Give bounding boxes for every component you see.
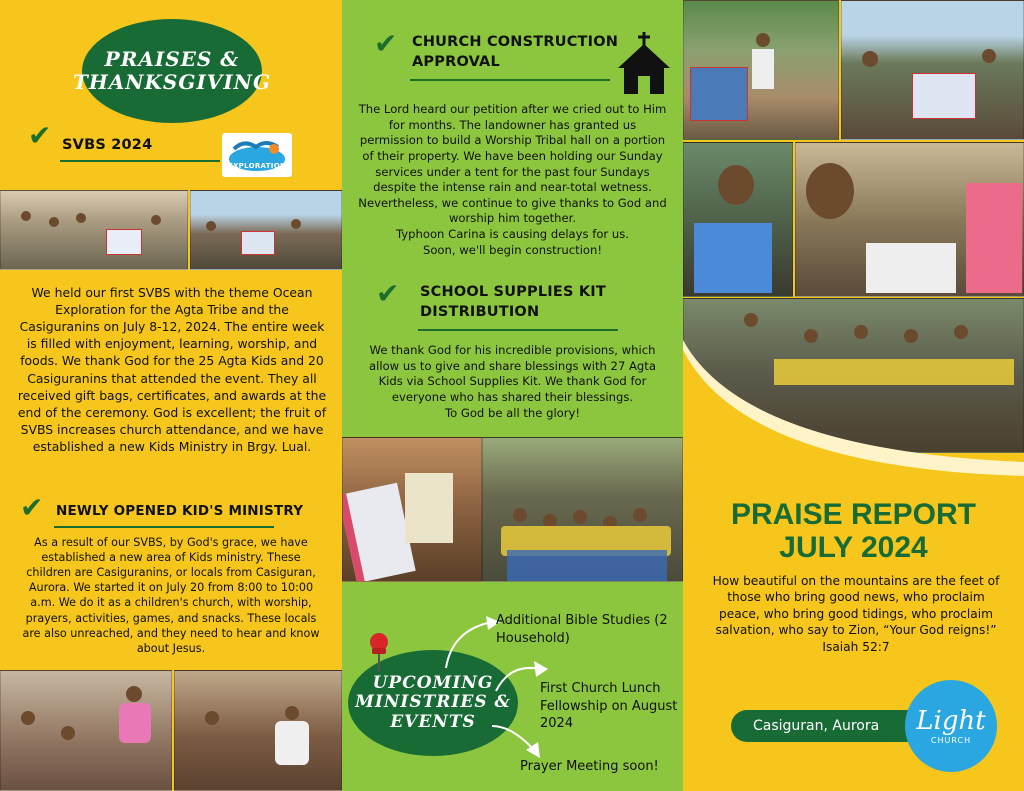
right-panel <box>683 0 1024 791</box>
photo-child <box>49 217 59 227</box>
location-text: Casiguran, Aurora <box>753 718 880 734</box>
praise-report-title <box>683 498 1024 564</box>
svbs-photo-1 <box>0 190 188 270</box>
supplies-body <box>356 343 669 421</box>
photo-child <box>954 325 968 339</box>
construction-body-line3: Soon, we'll begin construction! <box>422 242 603 257</box>
exploration-logo-text: EXPLORATION <box>227 162 287 170</box>
photo-child <box>21 711 35 725</box>
photo-child <box>854 325 868 339</box>
supplies-heading <box>420 283 606 322</box>
bible-verse: How beautiful on the mountains are the feet of those who bring good news, who proclaim peace, who bring good tidings, who proclaim salvation, who say to Zion, “Your God reigns!” Isaiah 52:7 <box>712 574 1000 654</box>
construction-heading-line1: CHURCH CONSTRUCTION <box>412 34 619 50</box>
photo-child <box>633 508 647 522</box>
photo-sign <box>690 67 748 121</box>
photo-sign <box>912 73 976 119</box>
upcoming-banner-line3: EVENTS <box>390 711 476 732</box>
svbs-rule <box>60 160 220 162</box>
exploration-logo <box>222 133 292 177</box>
construction-body-text: The Lord heard our petition after we cried out to Him for months. The landowner has granted us permission to build a Worship Tribal hall on a portion of their property. We have been holding our Sunday services under a tent for the past four Sundays despite the intense rain and near-total wetness. Nevertheless, we continue to give thanks to God and worship him together. <box>358 102 667 226</box>
photo-child <box>61 726 75 740</box>
right-photo-1 <box>683 0 839 140</box>
upcoming-banner-line2: MINISTRIES & <box>355 692 511 713</box>
photo-sign <box>106 229 142 255</box>
left-panel <box>0 0 342 791</box>
supplies-photo-2 <box>482 437 683 582</box>
photo-child <box>76 213 86 223</box>
photo-shirt <box>119 703 151 743</box>
photo-child <box>291 219 301 229</box>
light-logo-word: Light <box>916 705 986 736</box>
supplies-heading-line1: SCHOOL SUPPLIES KIT <box>420 284 606 300</box>
praises-banner-line1: PRAISES & <box>104 47 240 71</box>
photo-shirts <box>507 550 667 582</box>
upcoming-item-2: First Church Lunch Fellowship on August 2024 <box>540 681 678 732</box>
right-photo-3 <box>683 142 793 297</box>
middle-panel <box>342 0 683 791</box>
photo-child <box>756 33 770 47</box>
praises-banner <box>72 19 272 123</box>
kids-photo-2 <box>174 670 342 791</box>
right-photo-4 <box>795 142 1024 297</box>
yellow-curve <box>683 340 1024 480</box>
photo-sign <box>241 231 275 255</box>
kids-ministry-heading: NEWLY OPENED KID'S MINISTRY <box>56 503 304 519</box>
photo-child <box>744 313 758 327</box>
photo-child <box>573 510 587 524</box>
supplies-photo-1 <box>342 437 482 582</box>
supplies-heading-line2: DISTRIBUTION <box>420 303 540 320</box>
photo-child <box>285 706 299 720</box>
upcoming-item-1: Additional Bible Studies (2 Household) <box>496 613 668 646</box>
supplies-rule <box>418 329 618 331</box>
location-pill <box>731 710 925 742</box>
photo-notebook <box>966 183 1022 293</box>
kids-ministry-body: As a result of our SVBS, by God's grace, we have established a new area of Kids ministry. These children are Casiguranins, or locals from Casiguran, Aurora. We started it on July 20 from 8:00 to 10:00 a.m. We do it as a children's church, with worship, prayers, activities, games, and snacks. These locals are also unreached, and they need to hear and know about Jesus. <box>22 536 320 655</box>
check-icon: ✔ <box>376 277 400 310</box>
photo-child <box>126 686 142 702</box>
praise-report-title-line2: JULY 2024 <box>779 531 928 564</box>
pushpin-icon <box>362 630 396 674</box>
kids-ministry-rule <box>54 526 274 528</box>
photo-child <box>513 508 527 522</box>
upcoming-item-3: Prayer Meeting soon! <box>520 759 659 774</box>
construction-heading <box>412 33 618 72</box>
kids-photo-1 <box>0 670 172 791</box>
supplies-notebook <box>405 473 453 543</box>
light-church-logo <box>905 680 997 772</box>
light-logo-sub: CHURCH <box>930 735 972 745</box>
photo-child <box>862 51 878 67</box>
photo-child <box>806 163 854 219</box>
check-icon: ✔ <box>28 119 52 152</box>
supplies-body-text: We thank God for his incredible provisions, which allow us to give and share blessings with 27 Agta Kids via School Supplies Kit. We thank God for everyone who has shared their blessings. <box>369 343 656 404</box>
photo-child <box>151 215 161 225</box>
photo-worksheet <box>866 243 956 293</box>
photo-shirt <box>275 721 309 765</box>
photo-shirt <box>752 49 774 89</box>
church-icon <box>614 30 674 96</box>
supplies-body-closing: To God be all the glory! <box>444 405 581 420</box>
construction-body-line2: Typhoon Carina is causing delays for us. <box>396 227 629 242</box>
construction-heading-line2: APPROVAL <box>412 53 500 70</box>
check-icon: ✔ <box>374 27 398 60</box>
photo-child <box>206 221 216 231</box>
construction-rule <box>410 79 610 81</box>
praises-banner-line2: THANKSGIVING <box>72 70 272 94</box>
svbs-heading: SVBS 2024 <box>62 137 153 153</box>
svbs-body: We held our first SVBS with the theme Ocean Exploration for the Agta Tribe and the Casiguranins on July 8-12, 2024. The entire week is filled with enjoyment, learning, worship, and foods. We thank God for the 25 Agta Kids and 20 Casiguranins that attended the event. They all received gift bags, certificates, and awards at the end of the ceremony. God is excellent; the fruit of SVBS increases church attendance, and we have established a new Kids Ministry in Brgy. Lual. <box>17 285 327 454</box>
photo-child <box>21 211 31 221</box>
photo-notebook <box>694 223 772 293</box>
photo-child <box>205 711 219 725</box>
photo-child <box>982 49 996 63</box>
svbs-photo-2 <box>190 190 342 270</box>
upcoming-banner-line1: UPCOMING <box>372 672 494 693</box>
construction-body <box>356 102 669 258</box>
praise-report-title-line1: PRAISE REPORT <box>730 498 977 531</box>
photo-child <box>718 165 754 205</box>
check-icon: ✔ <box>20 491 44 524</box>
right-photo-2 <box>841 0 1024 140</box>
